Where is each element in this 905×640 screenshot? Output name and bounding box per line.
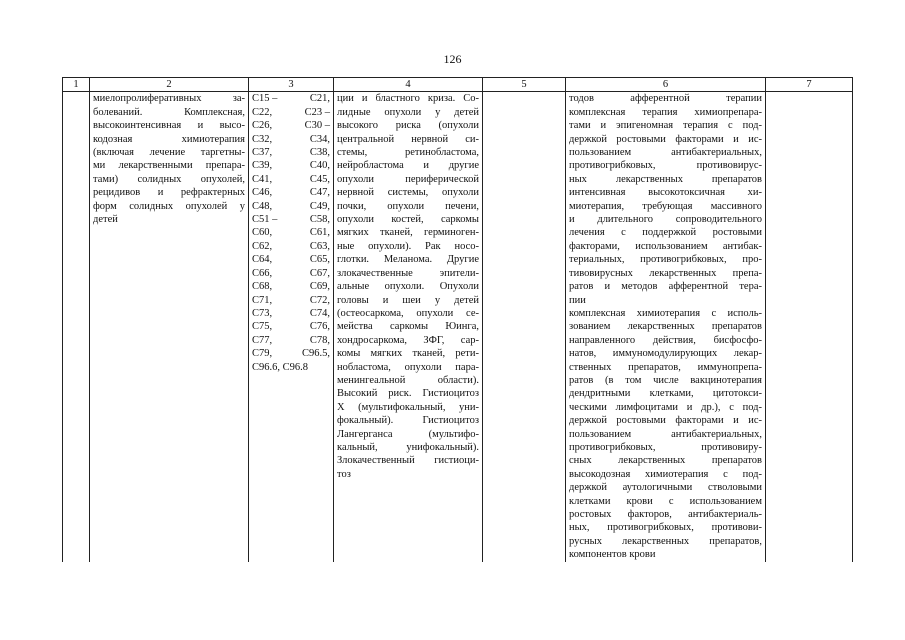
text-line: высокодозная химиотерапия с под- bbox=[569, 468, 762, 480]
text-line: рецидивов и рефрактерных bbox=[93, 187, 245, 199]
text-line: тодов афферентной терапии bbox=[569, 93, 762, 105]
icd-code: C78, bbox=[309, 334, 330, 346]
text-line: фокальный). Гистиоцитоз bbox=[337, 415, 479, 427]
icd-code: C30 – bbox=[304, 120, 330, 132]
treatment-table bbox=[62, 77, 853, 562]
text-line: ратов и методов афферентной тера- bbox=[569, 281, 762, 293]
text-line: лидные опухоли у детей bbox=[337, 106, 479, 118]
code-line bbox=[252, 361, 330, 374]
icd-code: C46, bbox=[252, 187, 273, 199]
icd-code: C37, bbox=[252, 147, 273, 159]
text-line: (включая лечение таргетны- bbox=[93, 147, 245, 159]
icd-code: C69, bbox=[309, 281, 330, 293]
text-line: пии bbox=[569, 294, 586, 306]
text-line: детей bbox=[93, 214, 118, 226]
page-number: 126 bbox=[443, 52, 462, 66]
code-line bbox=[252, 173, 330, 186]
text-line: Злокачественный гистиоци- bbox=[337, 455, 479, 467]
code-line bbox=[252, 240, 330, 253]
text-line: нервной системы, опухоли bbox=[337, 187, 479, 199]
text-line: миелопролиферативных за- bbox=[93, 93, 245, 105]
text-line: хондросаркома, ЗФГ, сар- bbox=[337, 334, 479, 346]
icd-code: C64, bbox=[252, 254, 273, 266]
icd-code: C65, bbox=[309, 254, 330, 266]
text-line: натов, иммуномодулирующих лекар- bbox=[569, 348, 762, 360]
code-line bbox=[252, 186, 330, 199]
header-col-6: 6 bbox=[566, 78, 766, 92]
icd-code: C21, bbox=[309, 93, 330, 105]
text-line: нобластома, опухоли пара- bbox=[337, 361, 479, 373]
code-line bbox=[252, 307, 330, 320]
code-line bbox=[252, 106, 330, 119]
text-line: сных лекарственных препаратов bbox=[569, 455, 762, 467]
icd-code: C40, bbox=[309, 160, 330, 172]
text-line: лечения с поддержкой ростовыми bbox=[569, 227, 762, 239]
text-line: форм солидных опухолей у bbox=[93, 200, 245, 212]
header-col-7: 7 bbox=[766, 78, 853, 92]
code-line bbox=[252, 92, 330, 105]
text-line: ми лекарственными препара- bbox=[93, 160, 245, 172]
cell-col-7 bbox=[766, 92, 853, 562]
icd-code: C38, bbox=[309, 147, 330, 159]
icd-code: C23 – bbox=[304, 106, 330, 118]
code-line bbox=[252, 267, 330, 280]
text-line: и длительного сопроводительного bbox=[569, 214, 762, 226]
text-line: головы и шеи у детей bbox=[337, 294, 479, 306]
code-line bbox=[252, 334, 330, 347]
text-line: центральной нервной си- bbox=[337, 133, 479, 145]
code-line bbox=[252, 294, 330, 307]
cell-col-5 bbox=[483, 92, 566, 562]
icd-code: C62, bbox=[252, 240, 273, 252]
text-line: интенсивная высокотоксичная хи- bbox=[569, 187, 762, 199]
cell-col-1 bbox=[63, 92, 90, 562]
text-line: опухоли костей, саркомы bbox=[337, 214, 479, 226]
icd-code: C73, bbox=[252, 307, 273, 319]
text-line: факторами, использованием антибак- bbox=[569, 240, 762, 252]
text-line: ные опухоли). Рак носо- bbox=[337, 240, 479, 252]
icd-code: C66, bbox=[252, 267, 273, 279]
icd-code: C45, bbox=[309, 173, 330, 185]
text-line: альные опухоли. Опухоли bbox=[337, 281, 479, 293]
table-row bbox=[63, 92, 853, 562]
text-line: нейробластома и другие bbox=[337, 160, 479, 172]
icd-code: C22, bbox=[252, 106, 273, 118]
icd-code: C49, bbox=[309, 200, 330, 212]
icd-code: C67, bbox=[309, 267, 330, 279]
text-line: стемы, ретинобластома, bbox=[337, 147, 479, 159]
header-col-1: 1 bbox=[63, 78, 90, 92]
icd-code: C32, bbox=[252, 133, 273, 145]
header-row bbox=[63, 78, 853, 92]
icd-code: C76, bbox=[309, 321, 330, 333]
text-line: ростовых факторов, антибактериаль- bbox=[569, 509, 762, 520]
text-line: ственных препаратов, иммунопрепа- bbox=[569, 361, 762, 373]
text-line: опухоли периферической bbox=[337, 173, 479, 185]
text-line: пользованием антибактериальных, bbox=[569, 428, 762, 440]
code-line bbox=[252, 320, 330, 333]
text-line: миотерапия, требующая массивного bbox=[569, 200, 762, 212]
cell-icd-codes bbox=[249, 92, 334, 562]
code-line bbox=[252, 133, 330, 146]
icd-code: C71, bbox=[252, 294, 273, 306]
text-line: зованием лекарственных препаратов bbox=[569, 321, 762, 333]
icd-code: C58, bbox=[309, 214, 330, 226]
text-line: держкой ростовыми факторами и ис- bbox=[569, 133, 762, 145]
icd-code: C96.5, bbox=[301, 348, 330, 360]
icd-code: C51 – bbox=[252, 214, 278, 226]
icd-code: C68, bbox=[252, 281, 273, 293]
text-line: дендритными клетками, цитотокси- bbox=[569, 388, 762, 400]
text-line: злокачественные эпители- bbox=[337, 267, 479, 279]
icd-code: C63, bbox=[309, 240, 330, 252]
text-line: противогрибковых, противовиру- bbox=[569, 441, 762, 453]
text-line: держкой аутологичными стволовыми bbox=[569, 482, 762, 494]
text-line: почки, опухоли печени, bbox=[337, 200, 479, 212]
icd-code: C61, bbox=[309, 227, 330, 239]
code-line bbox=[252, 213, 330, 226]
code-line bbox=[252, 146, 330, 159]
icd-code: C41, bbox=[252, 173, 273, 185]
text-line: русных лекарственных препаратов, bbox=[569, 535, 762, 547]
text-line: комы мягких тканей, рети- bbox=[337, 348, 479, 360]
icd-code: C34, bbox=[309, 133, 330, 145]
text-line: глотки. Меланома. Другие bbox=[337, 254, 479, 266]
code-line bbox=[252, 280, 330, 293]
text-line: высокого риска (опухоли bbox=[337, 120, 479, 132]
header-col-4: 4 bbox=[334, 78, 483, 92]
cell-model-description bbox=[334, 92, 483, 562]
text-line: ческими лимфоцитами и др.), с под- bbox=[569, 401, 762, 413]
text-line: тами и эпигеномная терапия с под- bbox=[569, 120, 762, 132]
text-line: териальных, противогрибковых, про- bbox=[569, 254, 762, 266]
icd-code: C96.6, C96.8 bbox=[252, 361, 309, 373]
text-line: тивовирусных лекарственных препа- bbox=[569, 267, 762, 279]
icd-code: C75, bbox=[252, 321, 273, 333]
icd-code: C47, bbox=[309, 187, 330, 199]
text-line: кальный, унифокальный). bbox=[337, 441, 479, 453]
code-line bbox=[252, 347, 330, 360]
code-line bbox=[252, 119, 330, 132]
text-line: компонентов крови bbox=[569, 549, 656, 561]
text-line: менингеальной области). bbox=[337, 374, 479, 386]
icd-code: C15 – bbox=[252, 93, 278, 105]
text-line: кодозная химиотерапия bbox=[93, 133, 245, 145]
icd-code: C60, bbox=[252, 227, 273, 239]
text-line: ных лекарственных препаратов bbox=[569, 173, 762, 185]
icd-code: C74, bbox=[309, 307, 330, 319]
header-col-3: 3 bbox=[249, 78, 334, 92]
icd-code: C77, bbox=[252, 334, 273, 346]
text-line: держкой ростовыми факторами и ис- bbox=[569, 415, 762, 427]
text-line: направленного действия, бисфосфо- bbox=[569, 334, 762, 346]
header-col-5: 5 bbox=[483, 78, 566, 92]
code-line bbox=[252, 253, 330, 266]
text-line: высокоинтенсивная и высо- bbox=[93, 120, 245, 132]
cell-treatment-methods bbox=[566, 92, 766, 562]
text-line: ции и бластного криза. Со- bbox=[337, 93, 479, 105]
text-line: комплексная терапия химиопрепара- bbox=[569, 106, 762, 118]
text-line: противогрибковых, противовирус- bbox=[569, 160, 762, 172]
code-line bbox=[252, 200, 330, 213]
text-line: ных, противогрибковых, противови- bbox=[569, 522, 762, 534]
text-line: X (мультифокальный, уни- bbox=[337, 401, 479, 413]
text-line: тами) солидных опухолей, bbox=[93, 173, 245, 185]
text-line: пользованием антибактериальных, bbox=[569, 147, 762, 159]
text-line: Лангерганса (мультифо- bbox=[337, 428, 479, 440]
text-line: болеваний. Комплексная, bbox=[93, 106, 245, 118]
code-line bbox=[252, 159, 330, 172]
code-line bbox=[252, 226, 330, 239]
icd-code: C72, bbox=[309, 294, 330, 306]
text-line: Высокий риск. Гистиоцитоз bbox=[337, 388, 479, 400]
text-line: мягких тканей, герминоген- bbox=[337, 227, 479, 239]
text-line: мейства саркомы Юинга, bbox=[337, 321, 479, 333]
text-line: (остеосаркома, опухоли се- bbox=[337, 307, 479, 319]
text-line: тоз bbox=[337, 468, 351, 480]
icd-code: C48, bbox=[252, 200, 273, 212]
icd-code: C79, bbox=[252, 348, 273, 360]
text-line: клетками крови с использованием bbox=[569, 495, 762, 507]
icd-code: C26, bbox=[252, 120, 273, 132]
text-line: комплексная химиотерапия с исполь- bbox=[569, 307, 762, 319]
text-line: ратов (в том числе вакцинотерапия bbox=[569, 374, 762, 386]
header-col-2: 2 bbox=[90, 78, 249, 92]
icd-code: C39, bbox=[252, 160, 273, 172]
cell-diagnosis-group bbox=[90, 92, 249, 562]
